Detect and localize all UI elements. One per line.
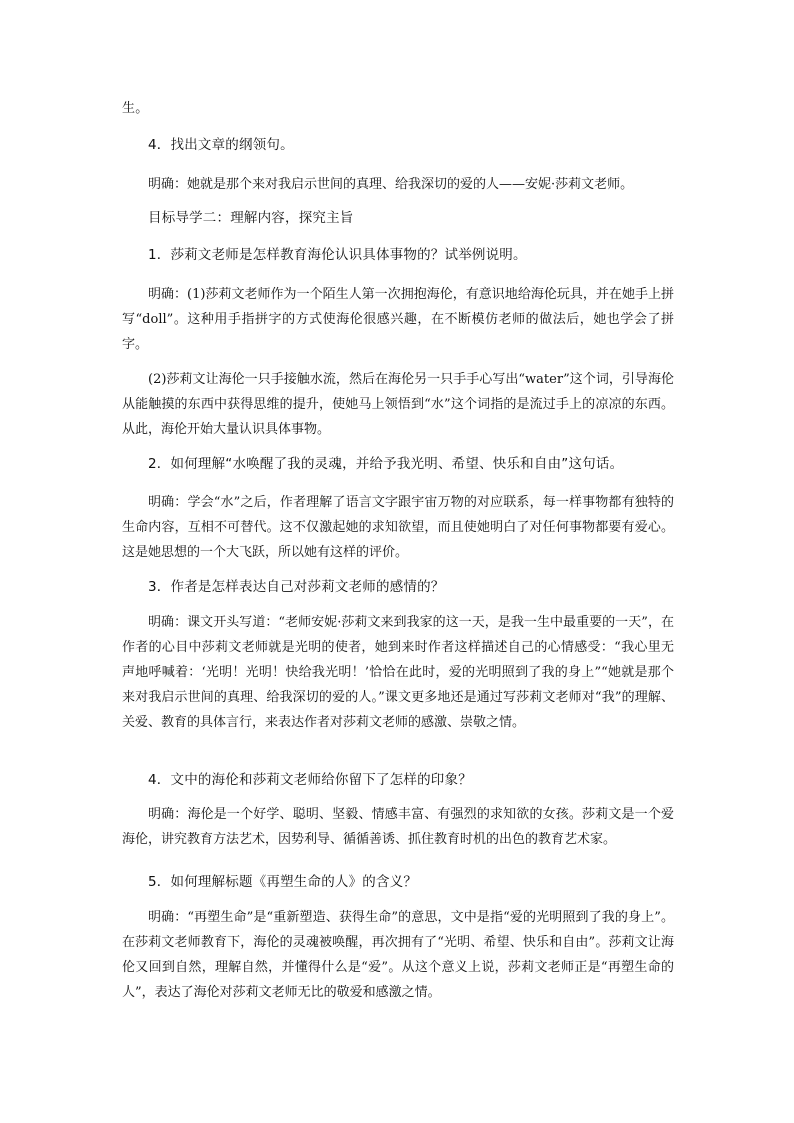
answer-3 [122, 610, 674, 735]
answer-text: 学会“水”之后，作者理解了语言文字跟宇宙万物的对应联系，每一样事物都有独特的生命内容，互相不可替代。这不仅激起她的求知欲望，而且使她明白了对任何事物都要有爱心。这是她思想的一个大飞跃，所以她有这样的评价。 [122, 495, 674, 560]
answer-1-part-2: (2)莎莉文让海伦一只手接触水流，然后在海伦另一只手手心写出“water”这个词，引导海伦从能触摸的东西中获得思维的提升，使她马上领悟到“水”这个词指的是流过手上的凉凉的东西。从此，海伦开始大量认识具体事物。 [122, 372, 674, 437]
answer-label: 明确： [148, 807, 188, 822]
answer-label: 明确： [148, 910, 188, 925]
line-continued: 生。 [122, 101, 149, 116]
answer-label: 明确： [148, 177, 188, 192]
answer-text: (1)莎莉文老师作为一个陌生人第一次拥抱海伦，有意识地给海伦玩具，并在她手上拼写“doll”。这种用手指拼字的方式使海伦很感兴趣，在不断模仿老师的做法后，她也学会了拼字。 [122, 287, 674, 352]
question-find-key-sentence: 4．找出文章的纲领句。 [148, 137, 294, 153]
section-heading-goal-2: 目标导学二：理解内容，探究主旨 [148, 210, 354, 226]
answer-key-sentence [122, 172, 674, 197]
answer-1 [122, 282, 674, 357]
answer-label: 明确： [148, 495, 188, 510]
answer-4 [122, 802, 674, 852]
question-4: 4．文中的海伦和莎莉文老师给你留下了怎样的印象？ [148, 772, 472, 788]
answer-text: “再塑生命”是“重新塑造、获得生命”的意思，文中是指“爱的光明照到了我的身上”。在莎莉文老师教育下，海伦的灵魂被唤醒，再次拥有了“光明、希望、快乐和自由”。莎莉文让海伦又回到自然，理解自然，并懂得什么是“爱”。从这个意义上说，莎莉文老师正是“再塑生命的人”，表达了海伦对莎莉文老师无比的敬爱和感激之情。 [122, 910, 674, 1000]
question-3: 3．作者是怎样表达自己对莎莉文老师的感情的？ [148, 579, 445, 595]
answer-label: 明确： [148, 615, 188, 630]
question-1: 1．莎莉文老师是怎样教育海伦认识具体事物的？试举例说明。 [148, 247, 527, 263]
answer-2 [122, 490, 674, 565]
question-5: 5．如何理解标题《再塑生命的人》的含义？ [148, 874, 418, 890]
question-2: 2．如何理解“水唤醒了我的灵魂，并给予我光明、希望、快乐和自由”这句话。 [148, 456, 624, 472]
answer-text: 她就是那个来对我启示世间的真理、给我深切的爱的人——安妮·莎莉文老师。 [187, 177, 634, 192]
answer-text: 课文开头写道：“老师安妮·莎莉文来到我家的这一天，是我一生中最重要的一天”，在作者的心目中莎莉文老师就是光明的使者，她到来时作者这样描述自己的心情感受：“我心里无声地呼喊着：‘光明！光明！快给我光明！’恰恰在此时，爱的光明照到了我的身上”“她就是那个来对我启示世间的真理、给我深切的爱的人。”课文更多地还是通过写莎莉文老师对“我”的理解、关爱、教育的具体言行，来表达作者对莎莉文老师的感激、崇敬之情。 [122, 615, 674, 730]
answer-text: 海伦是一个好学、聪明、坚毅、情感丰富、有强烈的求知欲的女孩。莎莉文是一个爱海伦，讲究教育方法艺术，因势利导、循循善诱、抓住教育时机的出色的教育艺术家。 [122, 807, 674, 847]
answer-5 [122, 905, 674, 1005]
answer-label: 明确： [148, 287, 188, 302]
